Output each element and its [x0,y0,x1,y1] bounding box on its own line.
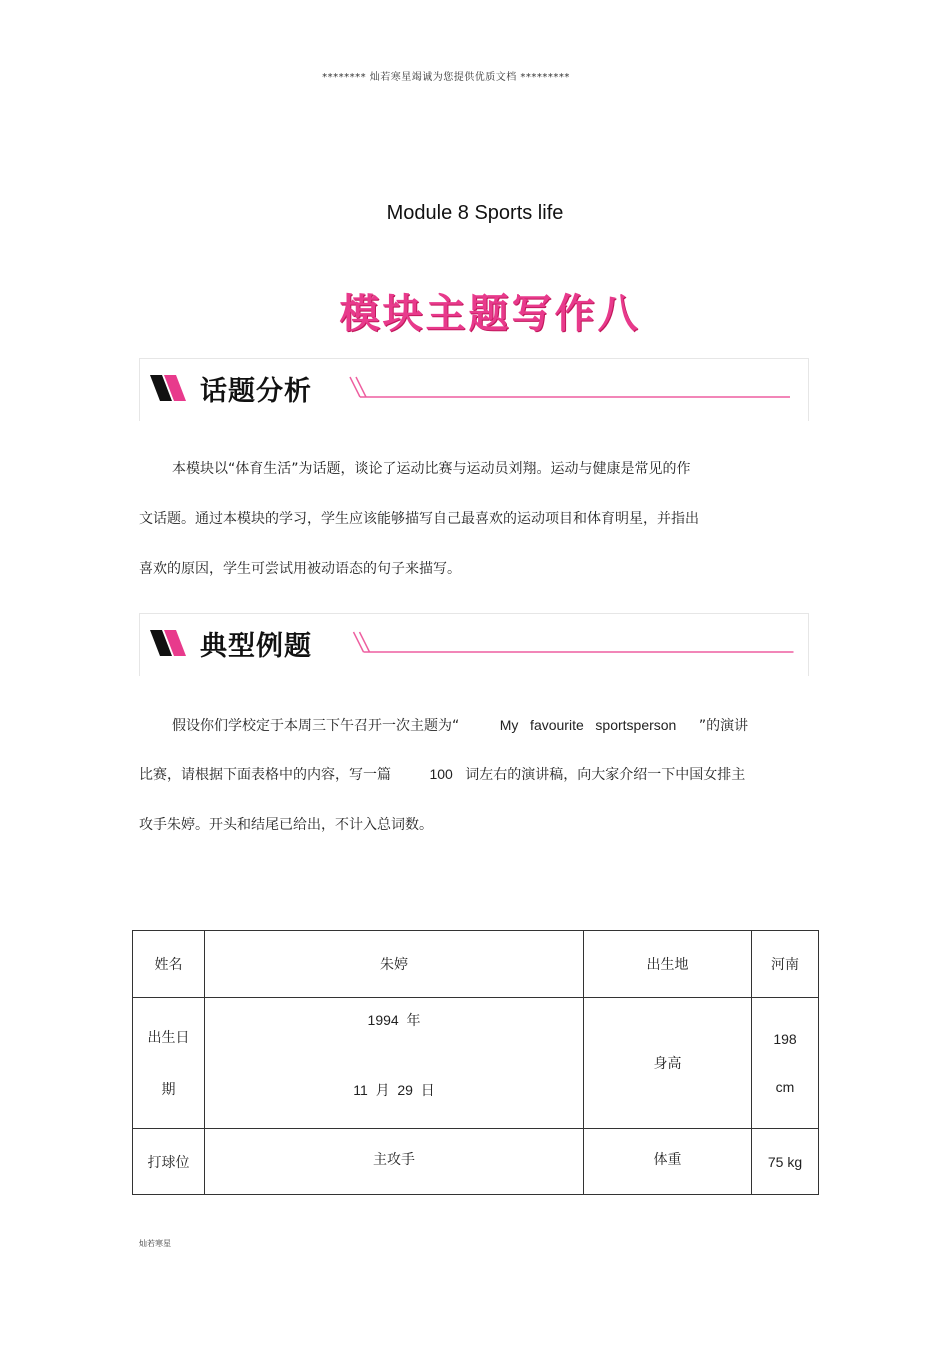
cell-position-label: 打球位 [133,1129,205,1195]
cell-position-value: 主攻手 [205,1129,584,1195]
section-header-topic-analysis [139,358,809,421]
cell-birthplace-label: 出生地 [584,931,752,998]
paragraph2-line2-part-c: 词左右的演讲稿，向大家介绍一下中国女排主 [465,767,746,783]
slash-decoration-icon [150,630,188,656]
cell-birthdate-label-line2: 期 [161,1082,176,1098]
cell-birthdate-label-line1: 出生日 [147,1030,190,1046]
table-row [133,998,819,1129]
table-row [133,1129,819,1195]
section-header-example [139,613,809,676]
section-title-example: 典型例题 [200,631,312,662]
cell-birthdate-label [133,998,205,1129]
info-table [132,930,819,1195]
cell-weight-label: 体重 [584,1129,752,1195]
cell-height-number: 198 [773,1031,797,1047]
cell-name-label: 姓名 [133,931,205,998]
cell-height-value [752,998,819,1129]
double-slash-line-icon [348,373,793,403]
cell-birthdate-value [205,998,584,1129]
banner-title: 模块主题写作八 [339,291,641,337]
paragraph2-line1 [139,718,809,733]
cell-birthplace-value: 河南 [752,931,819,998]
slash-decoration-icon [150,375,188,401]
cell-height-label: 身高 [584,998,752,1129]
paragraph1-line2: 文话题。通过本模块的学习，学生应该能够描写自己最喜欢的运动项目和体育明星，并指出 [139,511,699,527]
cell-birthdate-day: 11 月 29 日 [353,1082,435,1098]
double-slash-line-icon [348,628,800,658]
paragraph2-line3: 攻手朱婷。开头和结尾已给出，不计入总词数。 [139,817,433,833]
module-title: Module 8 Sports life [386,202,564,224]
paragraph1-line1: 本模块以“体育生活”为话题，谈论了运动比赛与运动员刘翔。运动与健康是常见的作 [172,461,691,477]
paragraph1-line3: 喜欢的原因，学生可尝试用被动语态的句子来描写。 [139,561,461,577]
table-row [133,931,819,998]
paragraph2-word-count: 100 [429,766,453,782]
cell-birthdate-year: 1994 年 [367,1012,421,1028]
footer-note: 灿若寒星 [139,1239,171,1248]
section-title-topic-analysis: 话题分析 [200,376,312,407]
cell-name-value: 朱婷 [205,931,584,998]
paragraph2-line1-part-c: ”的演讲 [698,718,749,734]
paragraph2-line2 [139,767,809,782]
paragraph2-line2-part-a: 比赛，请根据下面表格中的内容，写一篇 [139,767,391,783]
cell-height-unit: cm [775,1079,795,1095]
paragraph2-topic-english: My favourite sportsperson [499,717,677,733]
cell-weight-value: 75 kg [752,1129,819,1195]
header-note: ******** 灿若寒星竭诚为您提供优质文档 ********* [322,72,570,83]
paragraph2-line1-part-a: 假设你们学校定于本周三下午召开一次主题为“ [172,718,460,734]
